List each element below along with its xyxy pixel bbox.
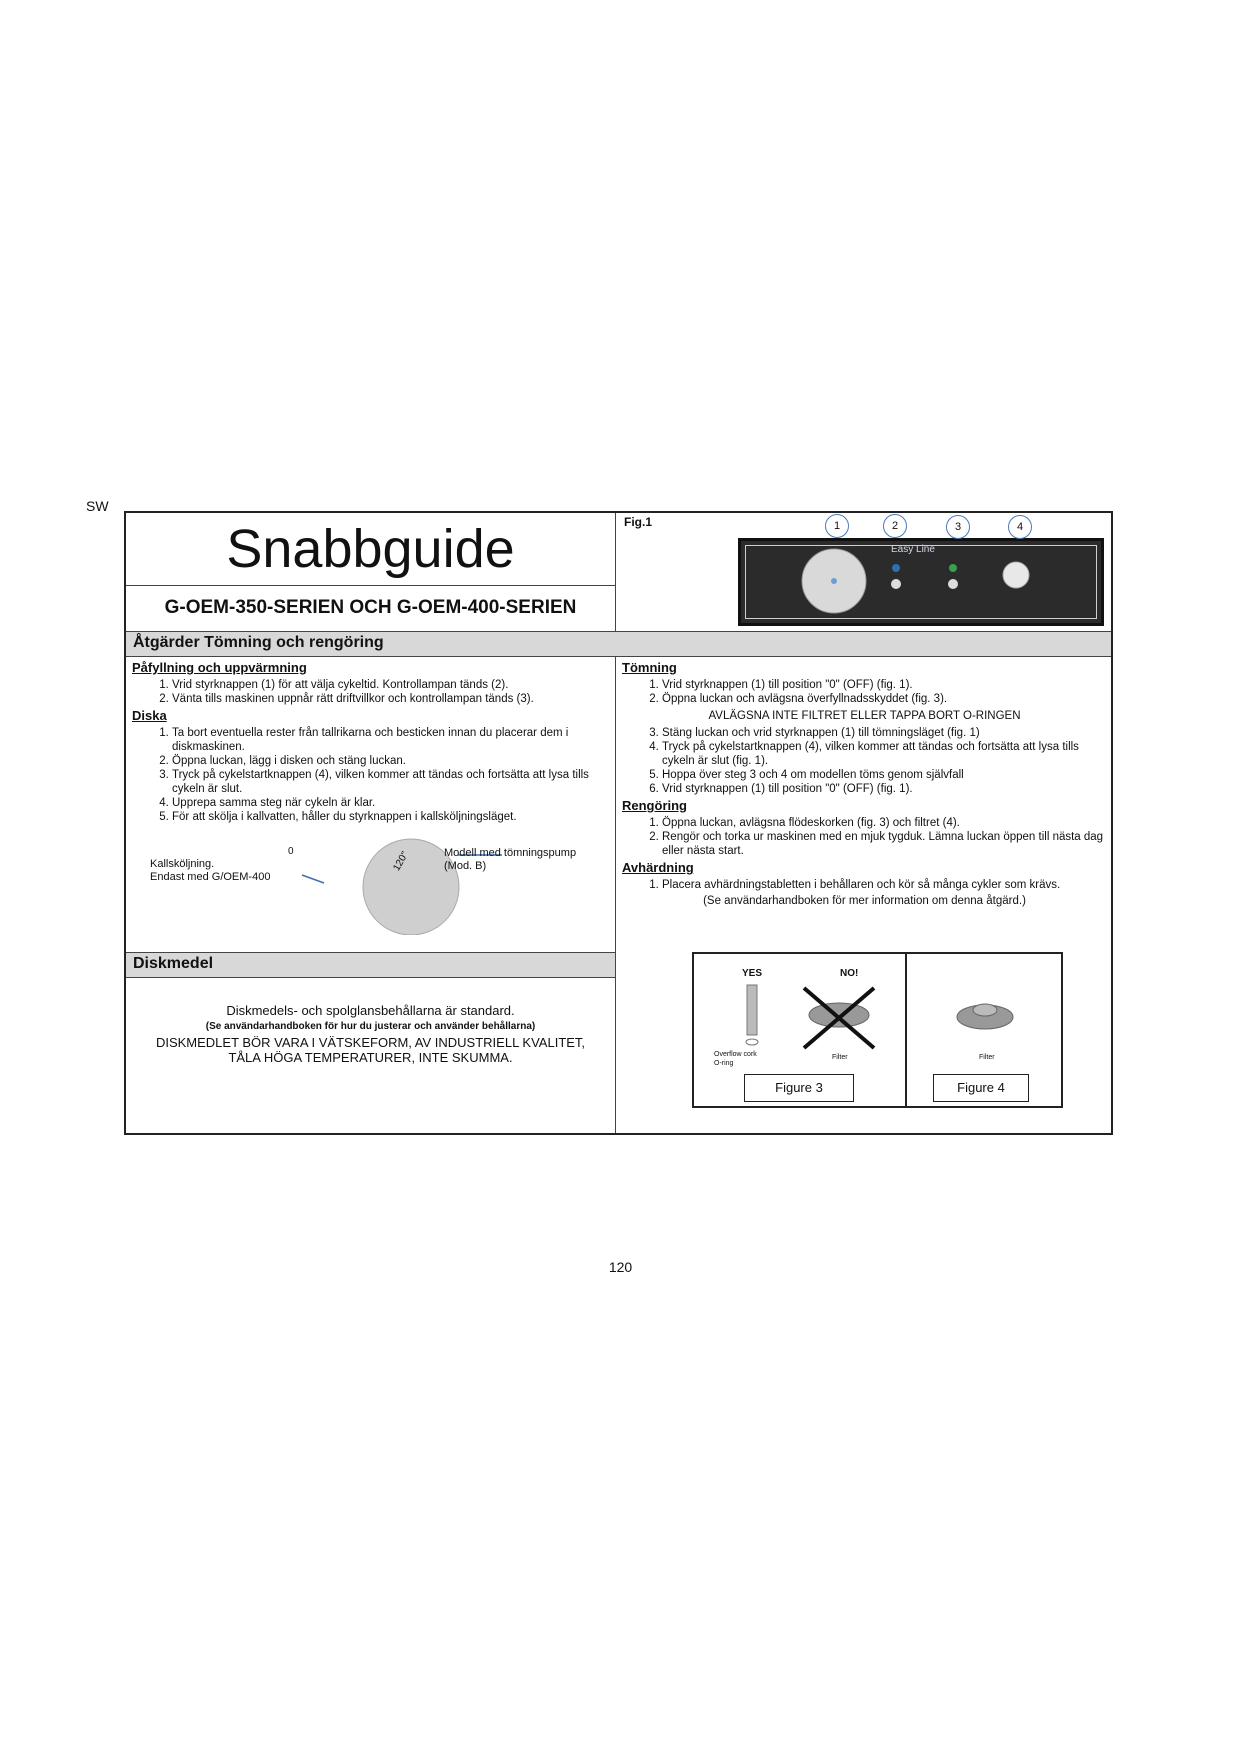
draining-step: 3. Stäng luckan och vrid styrknappen (1) till tömningsläget (fig. 1) bbox=[662, 726, 1107, 740]
wash-heading: Diska bbox=[132, 708, 167, 723]
wash-step: 2. Öppna luckan, lägg i disken och stäng luckan. bbox=[172, 754, 610, 768]
actions-band bbox=[126, 631, 1111, 657]
softening-note: (Se användarhandboken för mer information om denna åtgärd.) bbox=[703, 895, 1026, 907]
detergent-line-1: Diskmedels- och spolglansbehållarna är standard. bbox=[226, 1003, 515, 1018]
dial-time: 120" bbox=[391, 849, 411, 874]
detergent-line-4: TÅLA HÖGA TEMPERATURER, INTE SKUMMA. bbox=[228, 1050, 513, 1065]
callout-3: 3 bbox=[946, 515, 970, 539]
filter-label: Filter bbox=[832, 1054, 848, 1061]
figure-3-box bbox=[692, 952, 907, 1108]
fig1-label: Fig.1 bbox=[624, 515, 653, 529]
wash-step: 3. Tryck på cykelstartknappen (4), vilken kommer att tändas och fortsätta att lysa tills cykeln är slut. bbox=[172, 768, 610, 796]
detergent-band-title: Diskmedel bbox=[133, 955, 214, 972]
drain-pump-note: Modell med tömningspump (Mod. B) bbox=[444, 847, 577, 872]
draining-step: 6. Vrid styrknappen (1) till position "0" (OFF) (fig. 1). bbox=[662, 782, 1107, 796]
dial-zero: 0 bbox=[288, 846, 294, 857]
detergent-text bbox=[126, 981, 615, 1065]
wash-step: 5. För att skölja i kallvatten, håller du styrknappen i kallsköljningsläget. bbox=[172, 810, 610, 824]
page-title: Snabbguide bbox=[226, 519, 515, 579]
yes-label: YES bbox=[742, 968, 763, 979]
draining-step: 2. Öppna luckan och avlägsna överfyllnadsskyddet (fig. 3). bbox=[662, 692, 1107, 706]
brand-label: Easy Line bbox=[891, 544, 935, 555]
cold-rinse-note: Kallsköljning. Endast med G/OEM-400 bbox=[150, 858, 271, 883]
filling-step: 1. Vrid styrknappen (1) för att välja cykeltid. Kontrollampan tänds (2). bbox=[172, 678, 610, 692]
draining-step: 4. Tryck på cykelstartknappen (4), vilken kommer att tändas och fortsätta att lysa tills cykeln är slut (fig. 1). bbox=[662, 740, 1107, 768]
cleaning-step: 1. Öppna luckan, avlägsna flödeskorken (fig. 3) och filtret (4). bbox=[662, 816, 1107, 830]
detergent-line-3: DISKMEDLET BÖR VARA I VÄTSKEFORM, AV INDUSTRIELL KVALITET, bbox=[155, 1035, 586, 1050]
filling-heading: Påfyllning och uppvärmning bbox=[132, 660, 307, 675]
draining-section bbox=[622, 660, 1107, 908]
draining-heading: Tömning bbox=[622, 660, 677, 675]
series-subtitle: G-OEM-350-SERIEN OCH G-OEM-400-SERIEN bbox=[164, 597, 577, 618]
actions-band-title: Åtgärder Tömning och rengöring bbox=[133, 634, 384, 651]
cleaning-heading: Rengöring bbox=[622, 798, 687, 813]
callout-2: 2 bbox=[883, 514, 907, 538]
softening-heading: Avhärdning bbox=[622, 860, 694, 875]
figure-3-caption: Figure 3 bbox=[744, 1074, 854, 1102]
wash-step: 4. Upprepa samma steg när cykeln är klar. bbox=[172, 796, 610, 810]
wash-step: 1. Ta bort eventuella rester från tallrikarna och besticken innan du placerar dem i diskmaskinen. bbox=[172, 726, 610, 754]
filling-section bbox=[132, 660, 610, 824]
detergent-line-2: (Se användarhandboken för hur du justerar och använder behållarna) bbox=[205, 1021, 536, 1032]
no-label: NO! bbox=[840, 968, 859, 979]
figure-4-box bbox=[905, 952, 1063, 1108]
callout-4: 4 bbox=[1008, 515, 1032, 539]
cleaning-step: 2. Rengör och torka ur maskinen med en mjuk tygduk. Lämna luckan öppen till nästa dag eller nästa start. bbox=[662, 830, 1107, 858]
quick-guide-frame bbox=[124, 511, 1113, 1135]
filter-label: Filter bbox=[979, 1054, 995, 1061]
language-code: SW bbox=[86, 498, 109, 514]
detergent-band bbox=[126, 952, 615, 978]
draining-warning: AVLÄGSNA INTE FILTRET ELLER TAPPA BORT O-RINGEN bbox=[708, 710, 1021, 722]
softening-step: 1. Placera avhärdningstabletten i behållaren och kör så många cykler som krävs. bbox=[662, 878, 1107, 892]
figure-4-graphic bbox=[907, 980, 1057, 1080]
page-number: 120 bbox=[608, 1259, 633, 1275]
figure-4-caption: Figure 4 bbox=[933, 1074, 1029, 1102]
draining-step: 1. Vrid styrknappen (1) till position "0" (OFF) (fig. 1). bbox=[662, 678, 1107, 692]
control-panel-image bbox=[738, 538, 1104, 626]
overflow-label: Overflow cork O-ring bbox=[714, 1051, 757, 1067]
column-divider bbox=[615, 513, 616, 1133]
filling-step: 2. Vänta tills maskinen uppnår rätt driftvillkor och kontrollampan tänds (3). bbox=[172, 692, 610, 706]
callout-1: 1 bbox=[825, 514, 849, 538]
draining-step: 5. Hoppa över steg 3 och 4 om modellen töms genom självfall bbox=[662, 768, 1107, 782]
